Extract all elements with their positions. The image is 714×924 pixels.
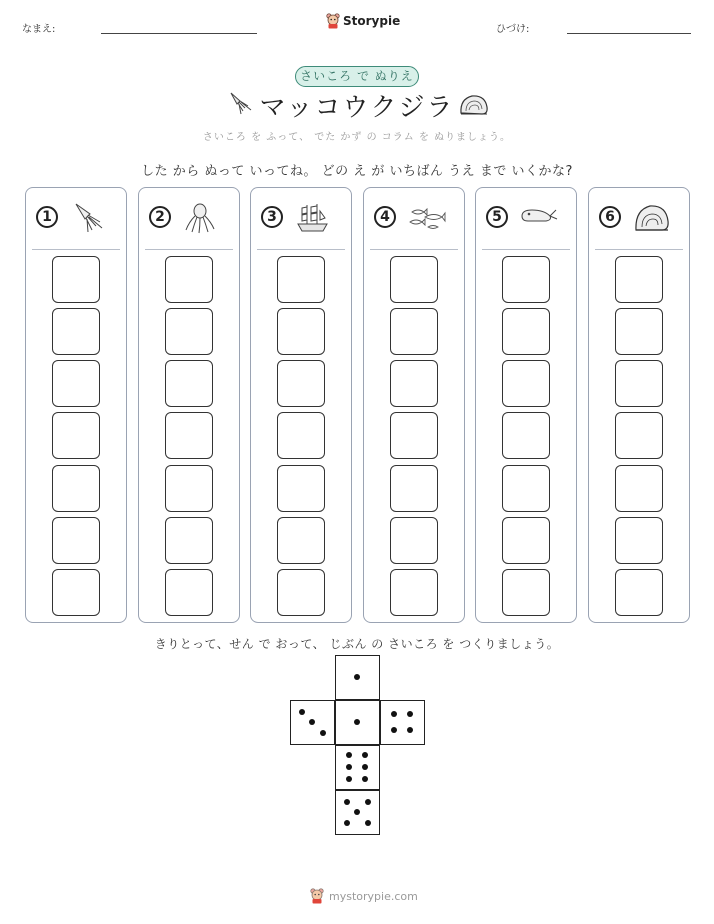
coloring-cell[interactable] (390, 412, 438, 459)
coloring-cell[interactable] (165, 569, 213, 616)
coloring-cell[interactable] (165, 308, 213, 355)
name-label: なまえ: (22, 24, 56, 35)
dice-face-3 (290, 700, 335, 745)
dice-pip (354, 719, 360, 725)
page-title: マッコウクジラ (259, 93, 455, 123)
column-4 (363, 187, 465, 623)
dice-pip (365, 799, 371, 805)
column-5 (475, 187, 577, 623)
coloring-cell[interactable] (390, 569, 438, 616)
dice-pip (320, 730, 326, 736)
coloring-cell[interactable] (615, 465, 663, 512)
coloring-cell[interactable] (390, 517, 438, 564)
coloring-cell[interactable] (52, 412, 100, 459)
cut-instruction: きりとって、せん で おって、 じぶん の さいころ を つくりましょう。 (154, 637, 560, 651)
coloring-cell[interactable] (615, 517, 663, 564)
coloring-cell[interactable] (390, 360, 438, 407)
column-number: 3 (261, 206, 283, 228)
coloring-cell[interactable] (277, 256, 325, 303)
coloring-cell[interactable] (277, 569, 325, 616)
column-divider (482, 249, 570, 250)
coloring-cell[interactable] (502, 517, 550, 564)
coloring-cell[interactable] (165, 517, 213, 564)
footer (310, 888, 418, 904)
column-header (26, 202, 126, 236)
column-divider (595, 249, 683, 250)
coloring-cell[interactable] (277, 412, 325, 459)
dice-face-6 (335, 745, 380, 790)
dice-pip (346, 776, 352, 782)
dice-pip (354, 674, 360, 680)
dice-pip (362, 764, 368, 770)
dice-pip (309, 719, 315, 725)
activity-badge: さいころ で ぬりえ (295, 66, 419, 87)
coloring-cell[interactable] (615, 569, 663, 616)
column-header (364, 202, 464, 236)
coloring-cell[interactable] (502, 360, 550, 407)
dice-pip (391, 711, 397, 717)
column-number: 4 (374, 206, 396, 228)
bear-icon (310, 888, 324, 904)
subtitle: さいころ を ふって、 でた かず の コラム を ぬりましょう。 (202, 132, 512, 143)
dice-pip (362, 776, 368, 782)
dice-face-5 (335, 790, 380, 835)
name-line[interactable] (101, 33, 257, 34)
column-divider (257, 249, 345, 250)
dice-pip (354, 809, 360, 815)
column-3 (250, 187, 352, 623)
squid-icon (70, 202, 108, 234)
coloring-cell[interactable] (52, 569, 100, 616)
column-number: 1 (36, 206, 58, 228)
coloring-cell[interactable] (615, 308, 663, 355)
dice-face-1 (335, 700, 380, 745)
column-divider (32, 249, 120, 250)
sperm-whale-icon (520, 202, 558, 234)
dice-face-4 (380, 700, 425, 745)
coloring-cell[interactable] (502, 412, 550, 459)
brand-name: Storypie (343, 14, 401, 28)
coloring-cell[interactable] (390, 308, 438, 355)
coloring-cell[interactable] (165, 256, 213, 303)
coloring-cell[interactable] (277, 308, 325, 355)
ambergris-icon (633, 202, 671, 234)
coloring-cell[interactable] (52, 256, 100, 303)
coloring-cell[interactable] (52, 517, 100, 564)
coloring-cell[interactable] (165, 360, 213, 407)
column-divider (370, 249, 458, 250)
coloring-cell[interactable] (502, 308, 550, 355)
date-label: ひづけ: (496, 24, 530, 35)
dice-face-1 (335, 655, 380, 700)
column-divider (145, 249, 233, 250)
coloring-cell[interactable] (165, 412, 213, 459)
coloring-cell[interactable] (615, 256, 663, 303)
coloring-cell[interactable] (277, 360, 325, 407)
coloring-cell[interactable] (165, 465, 213, 512)
dice-pip (365, 820, 371, 826)
coloring-cell[interactable] (502, 256, 550, 303)
brand-logo (326, 13, 400, 29)
column-number: 2 (149, 206, 171, 228)
column-header (476, 202, 576, 236)
dice-pip (407, 727, 413, 733)
bear-icon (326, 13, 340, 29)
ambergris-icon (458, 93, 490, 117)
dice-pip (299, 709, 305, 715)
date-line[interactable] (567, 33, 691, 34)
column-number: 6 (599, 206, 621, 228)
coloring-cell[interactable] (52, 360, 100, 407)
coloring-cell[interactable] (52, 308, 100, 355)
column-header (139, 202, 239, 236)
coloring-cell[interactable] (502, 569, 550, 616)
column-6 (588, 187, 690, 623)
dice-pip (346, 752, 352, 758)
coloring-cell[interactable] (277, 517, 325, 564)
column-2 (138, 187, 240, 623)
footer-url[interactable]: mystorypie.com (329, 889, 418, 903)
column-1 (25, 187, 127, 623)
coloring-cell[interactable] (52, 465, 100, 512)
column-number: 5 (486, 206, 508, 228)
coloring-cell[interactable] (502, 465, 550, 512)
sailing-ship-icon (295, 202, 333, 234)
dice-pip (344, 799, 350, 805)
dice-pip (362, 752, 368, 758)
dice-pip (344, 820, 350, 826)
octopus-icon (183, 202, 221, 234)
dice-pip (407, 711, 413, 717)
coloring-cell[interactable] (390, 256, 438, 303)
instruction: した から ぬって いってね。 どの え が いちばん うえ まで いくかな? (141, 164, 573, 179)
coloring-cell[interactable] (615, 360, 663, 407)
dice-pip (391, 727, 397, 733)
coloring-cell[interactable] (277, 465, 325, 512)
column-header (589, 202, 689, 236)
fish-school-icon (408, 202, 446, 234)
coloring-cell[interactable] (390, 465, 438, 512)
dice-pip (346, 764, 352, 770)
coloring-cell[interactable] (615, 412, 663, 459)
column-header (251, 202, 351, 236)
